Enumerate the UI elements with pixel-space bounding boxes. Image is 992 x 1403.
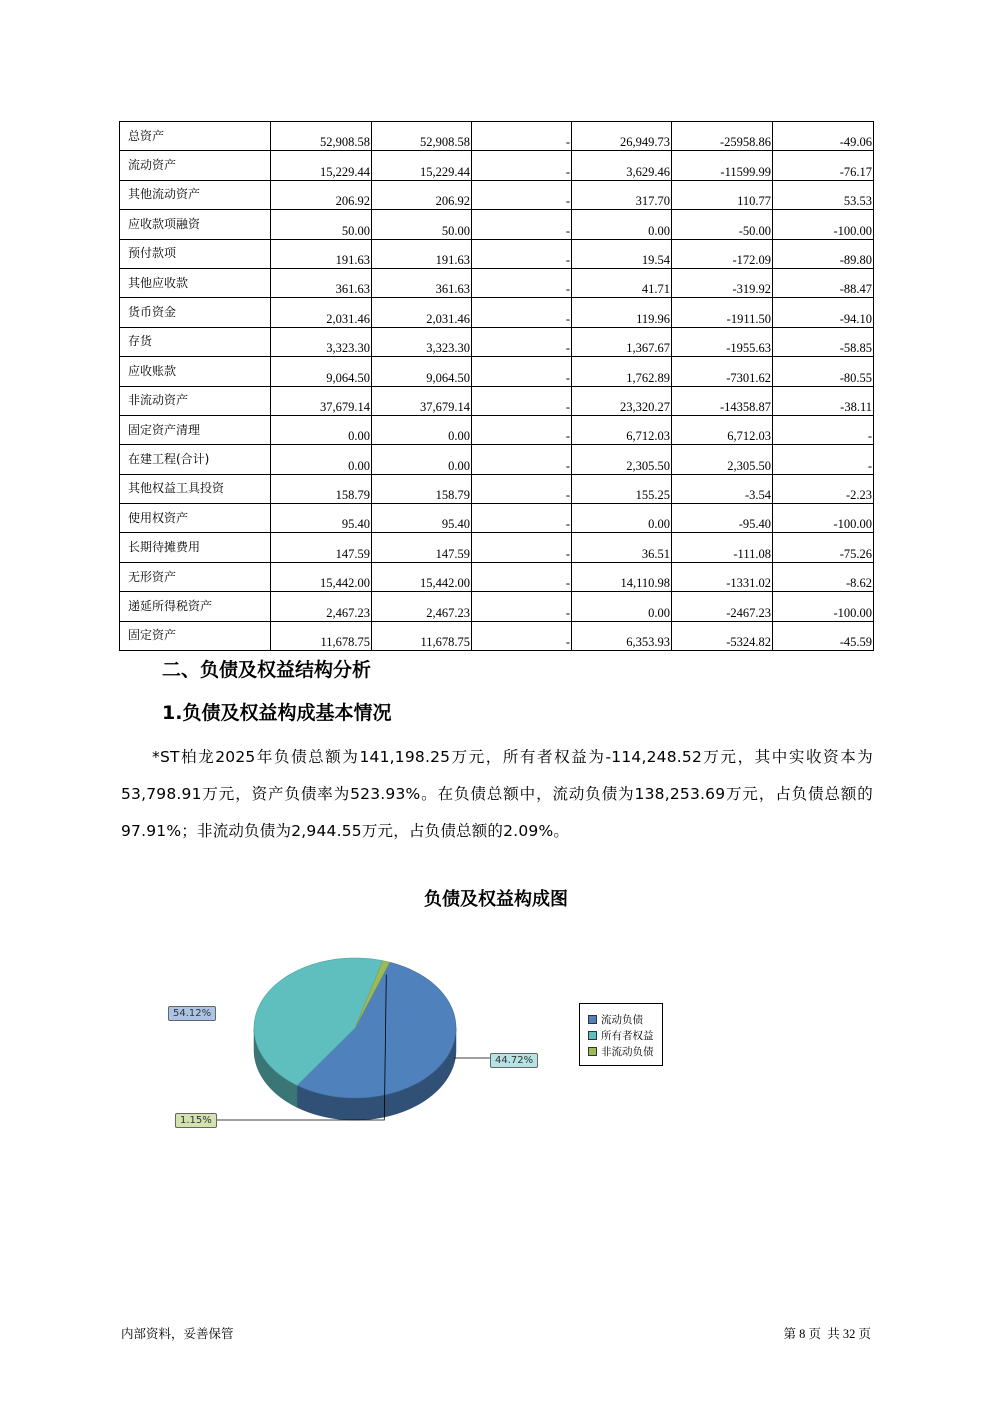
cell-c6: -45.59 <box>773 621 874 650</box>
cell-c6: -100.00 <box>773 504 874 533</box>
cell-c2: 50.00 <box>372 210 472 239</box>
cell-c1: 95.40 <box>271 504 372 533</box>
table-row <box>120 122 874 151</box>
cell-c4: 6,712.03 <box>572 415 672 444</box>
cell-c6: -75.26 <box>773 533 874 562</box>
cell-c2: 147.59 <box>372 533 472 562</box>
footer-left: 内部资料，妥善保管 <box>121 1326 234 1341</box>
cell-c1: 15,229.44 <box>271 151 372 180</box>
cell-c3: - <box>472 415 572 444</box>
cell-c5: -172.09 <box>672 239 773 268</box>
cell-c3: - <box>472 239 572 268</box>
cell-c6: -100.00 <box>773 592 874 621</box>
cell-c2: 11,678.75 <box>372 621 472 650</box>
cell-c3: - <box>472 298 572 327</box>
legend-label: 非流动负债 <box>601 1046 654 1058</box>
cell-c1: 9,064.50 <box>271 357 372 386</box>
row-label: 货币资金 <box>120 298 271 327</box>
table-row <box>120 268 874 297</box>
legend-label: 流动负债 <box>601 1014 643 1026</box>
section-heading: 二、负债及权益结构分析 <box>162 659 372 681</box>
cell-c6: -100.00 <box>773 210 874 239</box>
cell-c5: 2,305.50 <box>672 445 773 474</box>
cell-c5: -95.40 <box>672 504 773 533</box>
cell-c4: 14,110.98 <box>572 562 672 591</box>
row-label: 固定资产 <box>120 621 271 650</box>
cell-c2: 2,031.46 <box>372 298 472 327</box>
row-label: 其他应收款 <box>120 268 271 297</box>
legend-swatch <box>588 1015 597 1024</box>
cell-c6: -2.23 <box>773 474 874 503</box>
cell-c5: -1911.50 <box>672 298 773 327</box>
row-label: 其他流动资产 <box>120 180 271 209</box>
cell-c2: 361.63 <box>372 268 472 297</box>
table-row <box>120 298 874 327</box>
cell-c5: -14358.87 <box>672 386 773 415</box>
cell-c2: 15,229.44 <box>372 151 472 180</box>
cell-c6: -80.55 <box>773 357 874 386</box>
cell-c3: - <box>472 327 572 356</box>
cell-c3: - <box>472 621 572 650</box>
cell-c1: 3,323.30 <box>271 327 372 356</box>
table-row <box>120 180 874 209</box>
cell-c5: -5324.82 <box>672 621 773 650</box>
cell-c5: 6,712.03 <box>672 415 773 444</box>
cell-c1: 158.79 <box>271 474 372 503</box>
cell-c3: - <box>472 357 572 386</box>
cell-c5: -1331.02 <box>672 562 773 591</box>
cell-c5: -3.54 <box>672 474 773 503</box>
cell-c6: -8.62 <box>773 562 874 591</box>
cell-c4: 1,367.67 <box>572 327 672 356</box>
cell-c5: -11599.99 <box>672 151 773 180</box>
table-row <box>120 445 874 474</box>
cell-c1: 37,679.14 <box>271 386 372 415</box>
cell-c1: 52,908.58 <box>271 122 372 151</box>
pie-label-owners-equity: 44.72% <box>490 1053 538 1068</box>
cell-c4: 0.00 <box>572 592 672 621</box>
row-label: 应收款项融资 <box>120 210 271 239</box>
cell-c5: -111.08 <box>672 533 773 562</box>
cell-c4: 41.71 <box>572 268 672 297</box>
cell-c4: 36.51 <box>572 533 672 562</box>
cell-c1: 361.63 <box>271 268 372 297</box>
cell-c4: 317.70 <box>572 180 672 209</box>
table-row <box>120 592 874 621</box>
pie-chart <box>0 930 992 1150</box>
cell-c2: 158.79 <box>372 474 472 503</box>
cell-c1: 50.00 <box>271 210 372 239</box>
row-label: 总资产 <box>120 122 271 151</box>
row-label: 非流动资产 <box>120 386 271 415</box>
legend-item <box>588 1044 654 1059</box>
table-row <box>120 210 874 239</box>
cell-c2: 37,679.14 <box>372 386 472 415</box>
cell-c3: - <box>472 562 572 591</box>
pie-label-noncurrent-liabilities: 1.15% <box>175 1113 217 1128</box>
cell-c3: - <box>472 210 572 239</box>
cell-c6: -76.17 <box>773 151 874 180</box>
table-row <box>120 533 874 562</box>
cell-c6: -38.11 <box>773 386 874 415</box>
table-row <box>120 562 874 591</box>
cell-c1: 147.59 <box>271 533 372 562</box>
cell-c3: - <box>472 268 572 297</box>
legend-item <box>588 1012 643 1027</box>
table-row <box>120 621 874 650</box>
legend-swatch <box>588 1031 597 1040</box>
table-row <box>120 327 874 356</box>
legend-swatch <box>588 1047 597 1056</box>
cell-c3: - <box>472 386 572 415</box>
cell-c4: 1,762.89 <box>572 357 672 386</box>
cell-c6: - <box>773 445 874 474</box>
cell-c2: 95.40 <box>372 504 472 533</box>
cell-c4: 0.00 <box>572 504 672 533</box>
cell-c3: - <box>472 592 572 621</box>
cell-c3: - <box>472 122 572 151</box>
cell-c5: -7301.62 <box>672 357 773 386</box>
row-label: 使用权资产 <box>120 504 271 533</box>
cell-c1: 2,467.23 <box>271 592 372 621</box>
row-label: 长期待摊费用 <box>120 533 271 562</box>
cell-c2: 2,467.23 <box>372 592 472 621</box>
table-row <box>120 386 874 415</box>
table-row <box>120 357 874 386</box>
cell-c2: 52,908.58 <box>372 122 472 151</box>
cell-c6: -49.06 <box>773 122 874 151</box>
cell-c4: 0.00 <box>572 210 672 239</box>
table-row <box>120 151 874 180</box>
subsection-heading: 1.负债及权益构成基本情况 <box>162 702 392 724</box>
row-label: 递延所得税资产 <box>120 592 271 621</box>
cell-c1: 191.63 <box>271 239 372 268</box>
cell-c2: 0.00 <box>372 415 472 444</box>
cell-c1: 15,442.00 <box>271 562 372 591</box>
table-row <box>120 474 874 503</box>
cell-c4: 119.96 <box>572 298 672 327</box>
cell-c4: 23,320.27 <box>572 386 672 415</box>
legend-label: 所有者权益 <box>601 1030 654 1042</box>
cell-c4: 26,949.73 <box>572 122 672 151</box>
cell-c6: -89.80 <box>773 239 874 268</box>
page-number: 第 8 页 共 32 页 <box>783 1327 871 1341</box>
table-row <box>120 504 874 533</box>
cell-c3: - <box>472 151 572 180</box>
row-label: 流动资产 <box>120 151 271 180</box>
row-label: 无形资产 <box>120 562 271 591</box>
cell-c5: -319.92 <box>672 268 773 297</box>
row-label: 存货 <box>120 327 271 356</box>
cell-c6: - <box>773 415 874 444</box>
cell-c2: 191.63 <box>372 239 472 268</box>
cell-c6: -58.85 <box>773 327 874 356</box>
row-label: 固定资产清理 <box>120 415 271 444</box>
cell-c4: 155.25 <box>572 474 672 503</box>
cell-c2: 3,323.30 <box>372 327 472 356</box>
cell-c3: - <box>472 180 572 209</box>
cell-c6: 53.53 <box>773 180 874 209</box>
cell-c3: - <box>472 445 572 474</box>
cell-c5: -2467.23 <box>672 592 773 621</box>
cell-c6: -88.47 <box>773 268 874 297</box>
cell-c2: 9,064.50 <box>372 357 472 386</box>
cell-c6: -94.10 <box>773 298 874 327</box>
row-label: 应收账款 <box>120 357 271 386</box>
cell-c5: 110.77 <box>672 180 773 209</box>
row-label: 预付款项 <box>120 239 271 268</box>
chart-title: 负债及权益构成图 <box>424 889 568 910</box>
cell-c4: 3,629.46 <box>572 151 672 180</box>
cell-c5: -50.00 <box>672 210 773 239</box>
cell-c2: 15,442.00 <box>372 562 472 591</box>
cell-c1: 0.00 <box>271 445 372 474</box>
cell-c3: - <box>472 533 572 562</box>
table-row <box>120 415 874 444</box>
pie-label-current-liabilities: 54.12% <box>168 1006 216 1021</box>
cell-c3: - <box>472 474 572 503</box>
row-label: 其他权益工具投资 <box>120 474 271 503</box>
table-row <box>120 239 874 268</box>
cell-c4: 2,305.50 <box>572 445 672 474</box>
chart-legend <box>579 1003 663 1066</box>
summary-paragraph: *ST柏龙2025年负债总额为141,198.25万元，所有者权益为-114,248.52万元，其中实收资本为53,798.91万元，资产负债率为523.93%。在负债总额中，流动负债为138,253.69万元，占负债总额的97.91%；非流动负债为2,944.55万元，占负债总额的2.09%。 <box>121 748 873 840</box>
cell-c5: -25958.86 <box>672 122 773 151</box>
legend-item <box>588 1028 654 1043</box>
cell-c1: 2,031.46 <box>271 298 372 327</box>
cell-c1: 206.92 <box>271 180 372 209</box>
row-label: 在建工程(合计) <box>120 445 271 474</box>
cell-c5: -1955.63 <box>672 327 773 356</box>
cell-c4: 6,353.93 <box>572 621 672 650</box>
cell-c4: 19.54 <box>572 239 672 268</box>
cell-c1: 0.00 <box>271 415 372 444</box>
asset-comparison-table <box>119 121 874 651</box>
cell-c3: - <box>472 504 572 533</box>
cell-c1: 11,678.75 <box>271 621 372 650</box>
cell-c2: 206.92 <box>372 180 472 209</box>
cell-c2: 0.00 <box>372 445 472 474</box>
